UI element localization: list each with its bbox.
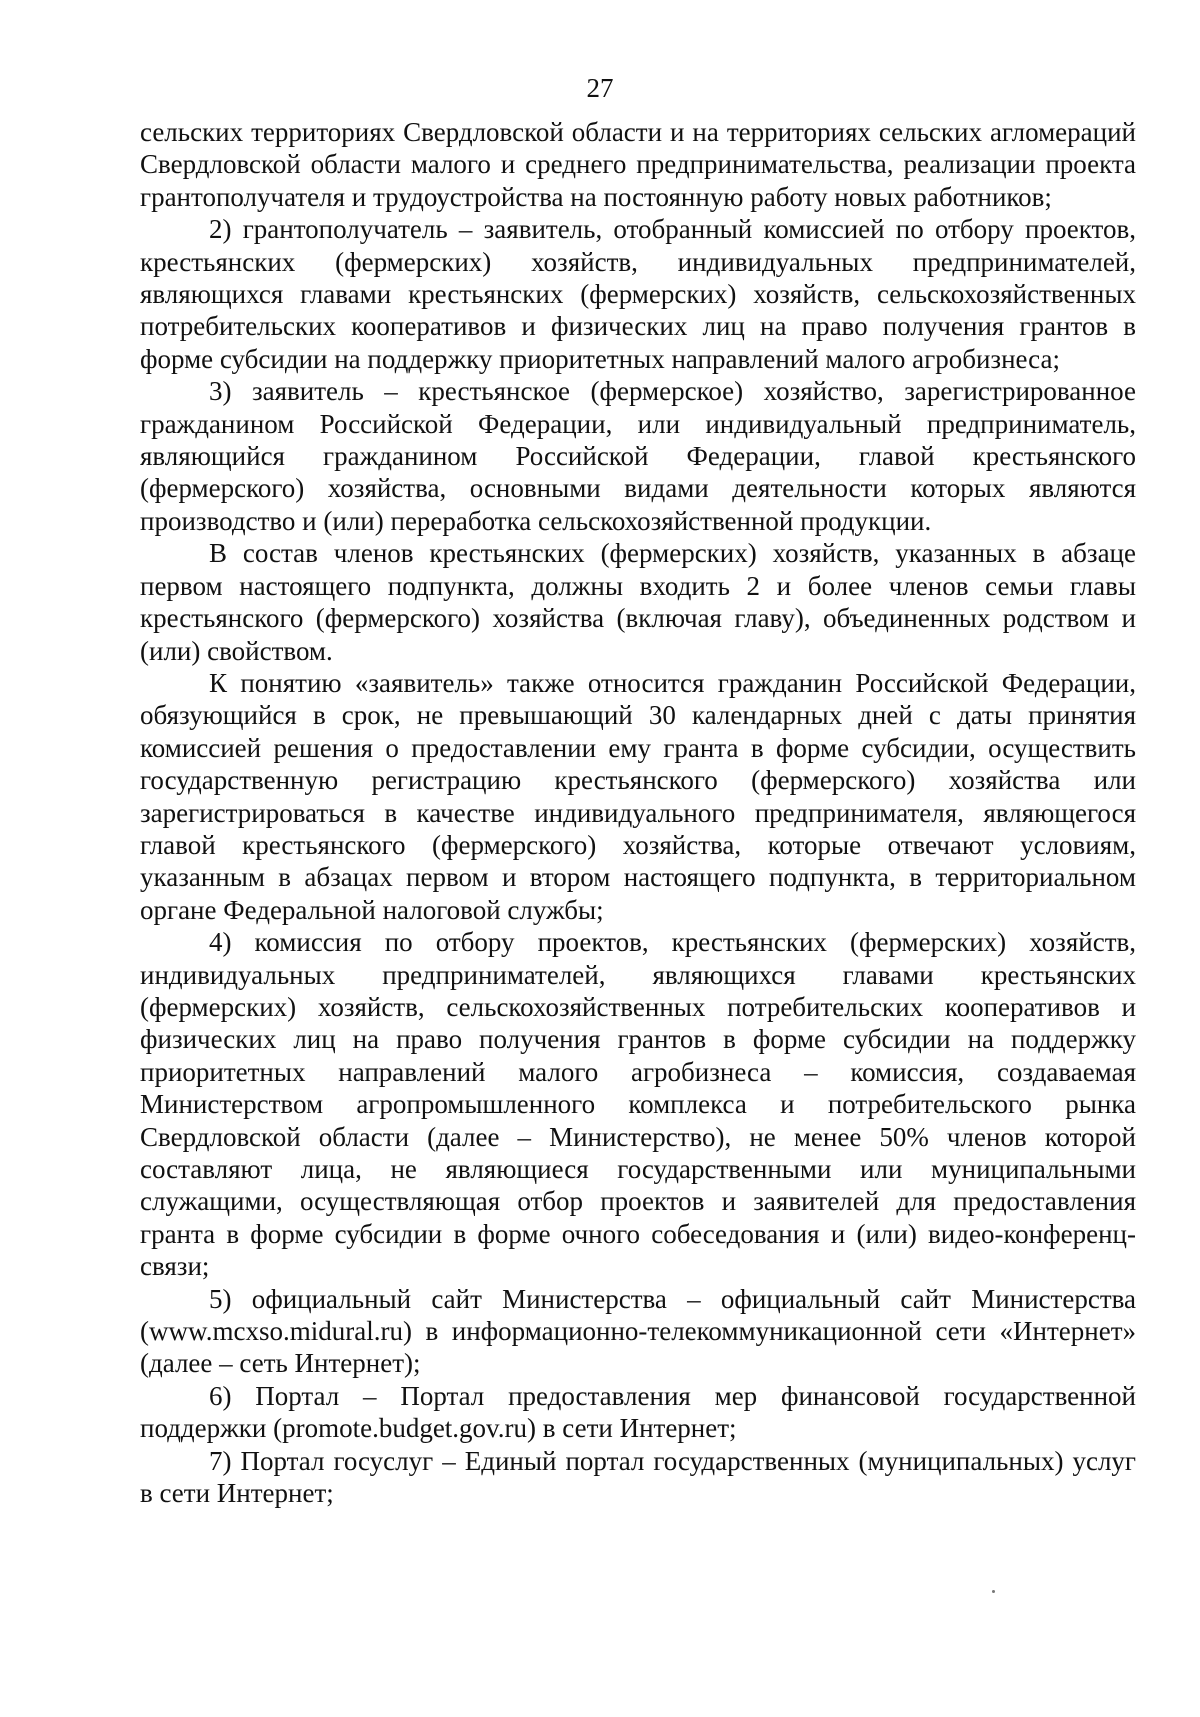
- page-number: 27: [586, 73, 614, 103]
- paragraph-item-5: 5) официальный сайт Министерства – официальный сайт Министерства (www.mcxso.midural.ru) в информационно-телекоммуникационной сети «Интернет» (далее – сеть Интернет);: [140, 1283, 1136, 1379]
- scan-speck: [992, 1590, 995, 1593]
- paragraph-applicant-definition: К понятию «заявитель» также относится гражданин Российской Федерации, обязующийся в срок, не превышающий 30 календарных дней с даты принятия комиссией решения о предоставлении ему гранта в форме субсидии, осуществить государственную регистрацию крестьянского (фермерского) хозяйства или зарегистрироваться в качестве индивидуального предпринимателя, являющегося главой крестьянского (фермерского) хозяйства, которые отвечают условиям, указанным в абзацах первом и втором настоящего подпункта, в территориальном органе Федеральной налоговой службы;: [140, 667, 1136, 925]
- paragraph-item-3: 3) заявитель – крестьянское (фермерское) хозяйство, зарегистрированное гражданином Российской Федерации, или индивидуальный предприниматель, являющийся гражданином Российской Федерации, главой крестьянского (фермерского) хозяйства, основными видами деятельности которых являются производство и (или) переработка сельскохозяйственной продукции.: [140, 376, 1136, 536]
- paragraph-item-7: 7) Портал госуслуг – Единый портал государственных (муниципальных) услуг в сети Интернет;: [140, 1445, 1136, 1509]
- paragraph-members: В состав членов крестьянских (фермерских) хозяйств, указанных в абзаце первом настоящего подпункта, должны входить 2 и более членов семьи главы крестьянского (фермерского) хозяйства (включая главу), объединенных родством и (или) свойством.: [140, 538, 1136, 666]
- paragraph-item-4: 4) комиссия по отбору проектов, крестьянских (фермерских) хозяйств, индивидуальных предпринимателей, являющихся главами крестьянских (фермерских) хозяйств, сельскохозяйственных потребительских кооперативов и физических лиц на право получения грантов в форме субсидии на поддержку приоритетных направлений малого агробизнеса – комиссия, создаваемая Министерством агропромышленного комплекса и потребительского рынка Свердловской области (далее – Министерство), не менее 50% членов которой составляют лица, не являющиеся государственными или муниципальными служащими, осуществляющая отбор проектов и заявителей для предоставления гранта в форме субсидии в форме очного собеседования и (или) видео-конференц-связи;: [140, 927, 1136, 1282]
- document-body: [140, 116, 1136, 1509]
- paragraph-item-6: 6) Портал – Портал предоставления мер финансовой государственной поддержки (promote.budget.gov.ru) в сети Интернет;: [140, 1380, 1136, 1444]
- paragraph-item-2: 2) грантополучатель – заявитель, отобранный комиссией по отбору проектов, крестьянских (фермерских) хозяйств, индивидуальных предпринимателей, являющихся главами крестьянских (фермерских) хозяйств, сельскохозяйственных потребительских кооперативов и физических лиц на право получения грантов в форме субсидии на поддержку приоритетных направлений малого агробизнеса;: [140, 214, 1136, 374]
- paragraph-continuation: сельских территориях Свердловской области и на территориях сельских агломераций Свердловской области малого и среднего предпринимательства, реализации проекта грантополучателя и трудоустройства на постоянную работу новых работников;: [140, 117, 1136, 212]
